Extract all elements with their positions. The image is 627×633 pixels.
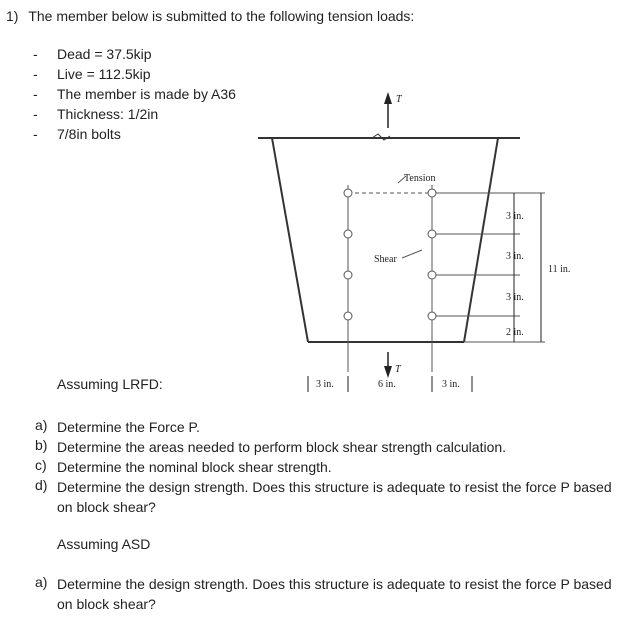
member-plate xyxy=(258,138,520,342)
question-letter: c) xyxy=(35,457,47,473)
tension-arrow-top xyxy=(384,92,403,128)
dim-label: 2 in. xyxy=(506,327,524,338)
question-text: Determine the design strength. Does this structure is adequate to resist the force P based on block shear? xyxy=(57,576,612,612)
overall-dim-label: 11 in. xyxy=(548,264,571,275)
question-text: Determine the design strength. Does this structure is adequate to resist the force P based on block shear? xyxy=(57,479,612,515)
question-text: Determine the nominal block shear strength. xyxy=(57,459,332,475)
shear-label: Shear xyxy=(374,254,397,265)
question-letter: b) xyxy=(35,437,48,453)
question-text: Determine the areas needed to perform block shear strength calculation. xyxy=(57,439,507,455)
problem-number: 1) xyxy=(6,8,19,24)
tension-arrow-bottom xyxy=(384,352,402,378)
dim-label: 6 in. xyxy=(378,379,396,390)
given-text: Thickness: 1/2in xyxy=(57,106,159,122)
question-letter: a) xyxy=(35,417,48,433)
question-letter: a) xyxy=(35,574,48,590)
given-text: Dead = 37.5kip xyxy=(57,46,152,62)
asd-heading: Assuming ASD xyxy=(57,536,151,552)
dim-label: 3 in. xyxy=(316,379,334,390)
question-text: Determine the Force P. xyxy=(57,419,200,435)
t-label-bottom: T xyxy=(395,364,401,375)
dim-label: 3 in. xyxy=(506,251,524,262)
dim-label: 3 in. xyxy=(506,292,524,303)
problem-intro: The member below is submitted to the following tension loads: xyxy=(28,8,415,24)
question-letter: d) xyxy=(35,477,48,493)
dim-label: 3 in. xyxy=(506,211,524,222)
dim-label: 3 in. xyxy=(442,379,460,390)
given-text: The member is made by A36 xyxy=(57,86,236,102)
given-text: Live = 112.5kip xyxy=(57,66,151,82)
tension-label: Tension xyxy=(404,173,436,184)
lrfd-heading: Assuming LRFD: xyxy=(57,376,163,392)
given-text: 7/8in bolts xyxy=(57,126,121,142)
t-label-top: T xyxy=(396,94,402,105)
